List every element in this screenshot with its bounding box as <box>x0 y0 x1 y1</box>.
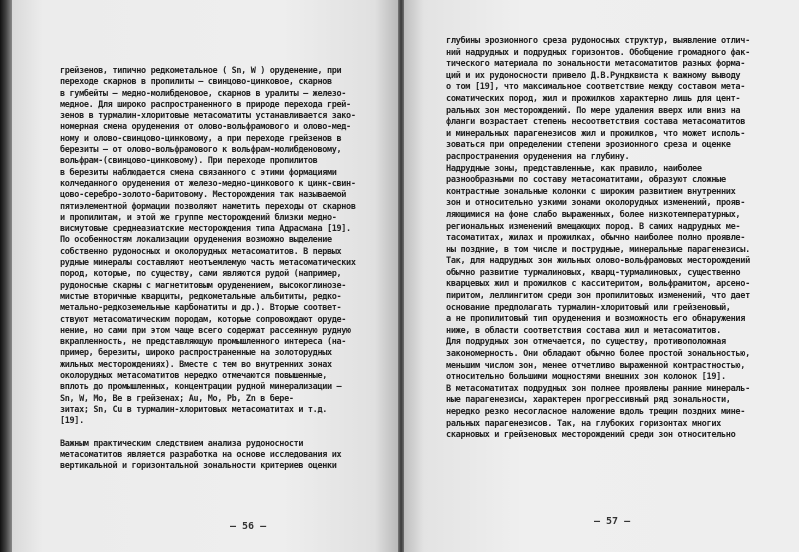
text-line: глубины эрозионного среза рудоносных структур, выявление отлич- <box>446 36 750 46</box>
text-line: тасоматитах, жилах и прожилках, обычно наиболее полно проявле- <box>446 233 746 244</box>
text-line: ральных зон месторождений. По мере удаления вверх или вниз на <box>446 105 741 116</box>
text-line: вплоть до промышленных, концентрации рудной минерализации – <box>60 382 342 393</box>
text-line: ны поздние, в том числе и пострудные, минеральные парагенезисы. <box>446 244 750 255</box>
text-line: пиритом, леллингитом среди зон пропилитовых изменений, что дает <box>446 291 750 302</box>
text-line: колчеданного оруденения от железо-медно-цинкового к цинк-свин- <box>60 178 356 189</box>
text-line: Важным практическим следствием анализа рудоносности <box>60 438 304 449</box>
text-line: контрастные зональные колонки с широким развитием внутренних <box>446 186 736 197</box>
text-line: Надрудные зоны, представленные, как правило, наиболее <box>446 163 702 174</box>
text-line: околорудных метасоматитов нередко отмечаются повышенные, <box>60 371 327 382</box>
text-line: обычно развитие турмалиновых, кварц-турмалиновых, существенно <box>446 267 741 278</box>
text-line: ные парагенезисы, характерен прогрессивный ряд зональности, <box>446 395 731 406</box>
text-line: В метасоматитах подрудных зон полнее проявлены ранние минераль- <box>446 383 750 394</box>
text-line: соматических пород, жил и прожилков характерно лишь для цент- <box>446 93 741 104</box>
text-line: висмутовые среднеазиатские месторождения типа Адрасмана [19]. <box>60 224 351 235</box>
text-line: а не пропилитовый тип оруденения и возможность его обнаружения <box>446 314 746 325</box>
right-page-number: – 57 – <box>594 516 631 527</box>
text-line: скарновых и грейзеновых месторождений среди зон относительно <box>446 430 736 441</box>
text-line: ляющимися на фоне слабо выраженных, более низкотемпературных, <box>446 209 741 220</box>
text-line: тического материала по зональности метасоматитов разных форма- <box>446 59 746 70</box>
text-line: распространения оруденения на глубину. <box>446 151 630 162</box>
text-line: По особенностям локализации оруденения возможно выделение <box>60 235 332 246</box>
text-line: фланги возрастает степень несоответствия состава метасоматитов <box>446 117 746 128</box>
text-line: зоваться при определении степени эрозионного среза и оценке <box>446 140 731 151</box>
text-line: номерная смена оруденения от олово-вольфрамового и олово-мед- <box>60 122 351 133</box>
text-line: переходе скарнов в пропилиты – свинцово-цинковое, скарнов <box>60 77 332 88</box>
text-line: вертикальной и горизонтальной зональности критериев оценки <box>60 461 337 472</box>
text-line: пород, которые, по существу, сами являются рудой (например, <box>60 269 342 280</box>
left-page <box>12 0 398 552</box>
text-line: ральных парагенезисов. Так, на глубоких горизонтах многих <box>446 418 721 429</box>
left-page-text <box>60 66 380 473</box>
text-line: медное. Для широко распространенного в природе перехода грей- <box>60 99 351 110</box>
text-line: жильных месторождениях). Вместе с тем во внутренних зонах <box>60 359 332 370</box>
text-line: пятиэлементной формации позволяют наметить переходы от скарнов <box>60 201 356 212</box>
text-line: ций и их рудоносности привело Д.В.Рундквиста к важному выводу <box>446 70 741 81</box>
text-line <box>60 428 380 439</box>
text-line: метально-редкоземельные карбонатиты и др.). Вторые соответ- <box>60 303 342 314</box>
book-edge-left <box>0 0 12 552</box>
text-line: нение, но сами при этом чаще всего содержат рассеянную рудную <box>60 325 351 336</box>
text-line: мистые вторичные кварциты, редкометальные альбититы, редко- <box>60 291 342 302</box>
text-line: и минеральных парагенезисов жил и прожилков, что может исполь- <box>446 128 746 139</box>
text-line: о том [19], что максимальное соответствие между составом мета- <box>446 82 746 93</box>
text-line: вольфрам-(свинцово-цинковому). При переходе пропилитов <box>60 156 318 167</box>
text-line: региональных изменений вмещающих пород. В самих надрудных ме- <box>446 221 741 232</box>
right-page <box>404 0 799 552</box>
text-line: и пропилитам, и этой же группе месторождений близки медно- <box>60 212 337 223</box>
text-line: закономерность. Они обладают обычно более простой зональностью, <box>446 349 750 360</box>
text-line: зенов в турмалин-хлоритовые метасоматиты устанавливается зако- <box>60 111 356 122</box>
text-line: ствуют метасоматическим породам, которые сопровождают оруде- <box>60 314 347 325</box>
right-page-text <box>446 36 791 442</box>
text-line: Sn, W, Mo, Be в грейзенах; Au, Mo, Pb, Zn в бере- <box>60 393 294 404</box>
text-line: грейзенов, типично редкометальное ( Sn, W ) оруденение, при <box>60 66 342 76</box>
text-line: зитах; Sn, Cu в турмалин-хлоритовых метасоматитах и т.д. <box>60 404 327 415</box>
text-line: березиты – от олово-вольфрамового к вольфрам-молибденовому, <box>60 145 342 156</box>
text-line: вкрапленность, не представляющую промышленного интереса (на- <box>60 337 347 348</box>
text-line: рудоносные скарны с магнетитовым оруденением, высокоглинозе- <box>60 280 347 291</box>
text-line: нередко резко несогласное наложение вдоль трещин поздних мине- <box>446 407 746 417</box>
text-line: рудные минералы составляют неотъемлемую часть метасоматических <box>60 258 356 269</box>
text-line: собственно рудоносных и околорудных метасоматитов. В первых <box>60 246 342 257</box>
text-line: меньшим числом зон, менее отчетливо выраженной контрастностью, <box>446 360 746 371</box>
text-line: в гумбейты – медно-молибденовое, скарнов в уралиты – железо- <box>60 88 347 99</box>
text-line: метасоматитов является разработка на основе исследования их <box>60 450 342 461</box>
text-line: [19]. <box>60 416 84 427</box>
text-line: в березиты наблюдается смена связанного с этими формациями <box>60 167 337 178</box>
left-page-number: – 56 – <box>230 521 267 532</box>
text-line: кварцевых жил и прожилков с касситеритом, вольфрамитом, арсено- <box>446 279 750 290</box>
text-line: зон и относительно узкими зонами околорудных изменений, прояв- <box>446 198 746 209</box>
text-line: пример, березиты, широко распространенные на золоторудных <box>60 348 332 359</box>
text-line: ний надрудных и подрудных горизонтов. Обобщение громадного фак- <box>446 47 750 58</box>
text-line: разнообразными по составу метасоматитами, образуют сложные <box>446 175 726 186</box>
text-line: Для подрудных зон отмечается, по существу, противоположная <box>446 337 726 348</box>
text-line: относительно большими мощностями внешних зон колонок [19]. <box>446 372 726 383</box>
text-line: цово-серебро-золото-баритовому. Месторождения так называемой <box>60 190 347 201</box>
text-line: ниже, в области соответствия состава жил и метасоматитов. <box>446 325 721 336</box>
text-line: Так, для надрудных зон жильных олово-вольфрамовых месторождений <box>446 256 750 267</box>
text-line: ному и олово-свинцово-цинковому, а при переходе грейзенов в <box>60 133 342 144</box>
text-line: основание предполагать турмалин-хлоритовый или грейзеновый, <box>446 302 731 313</box>
